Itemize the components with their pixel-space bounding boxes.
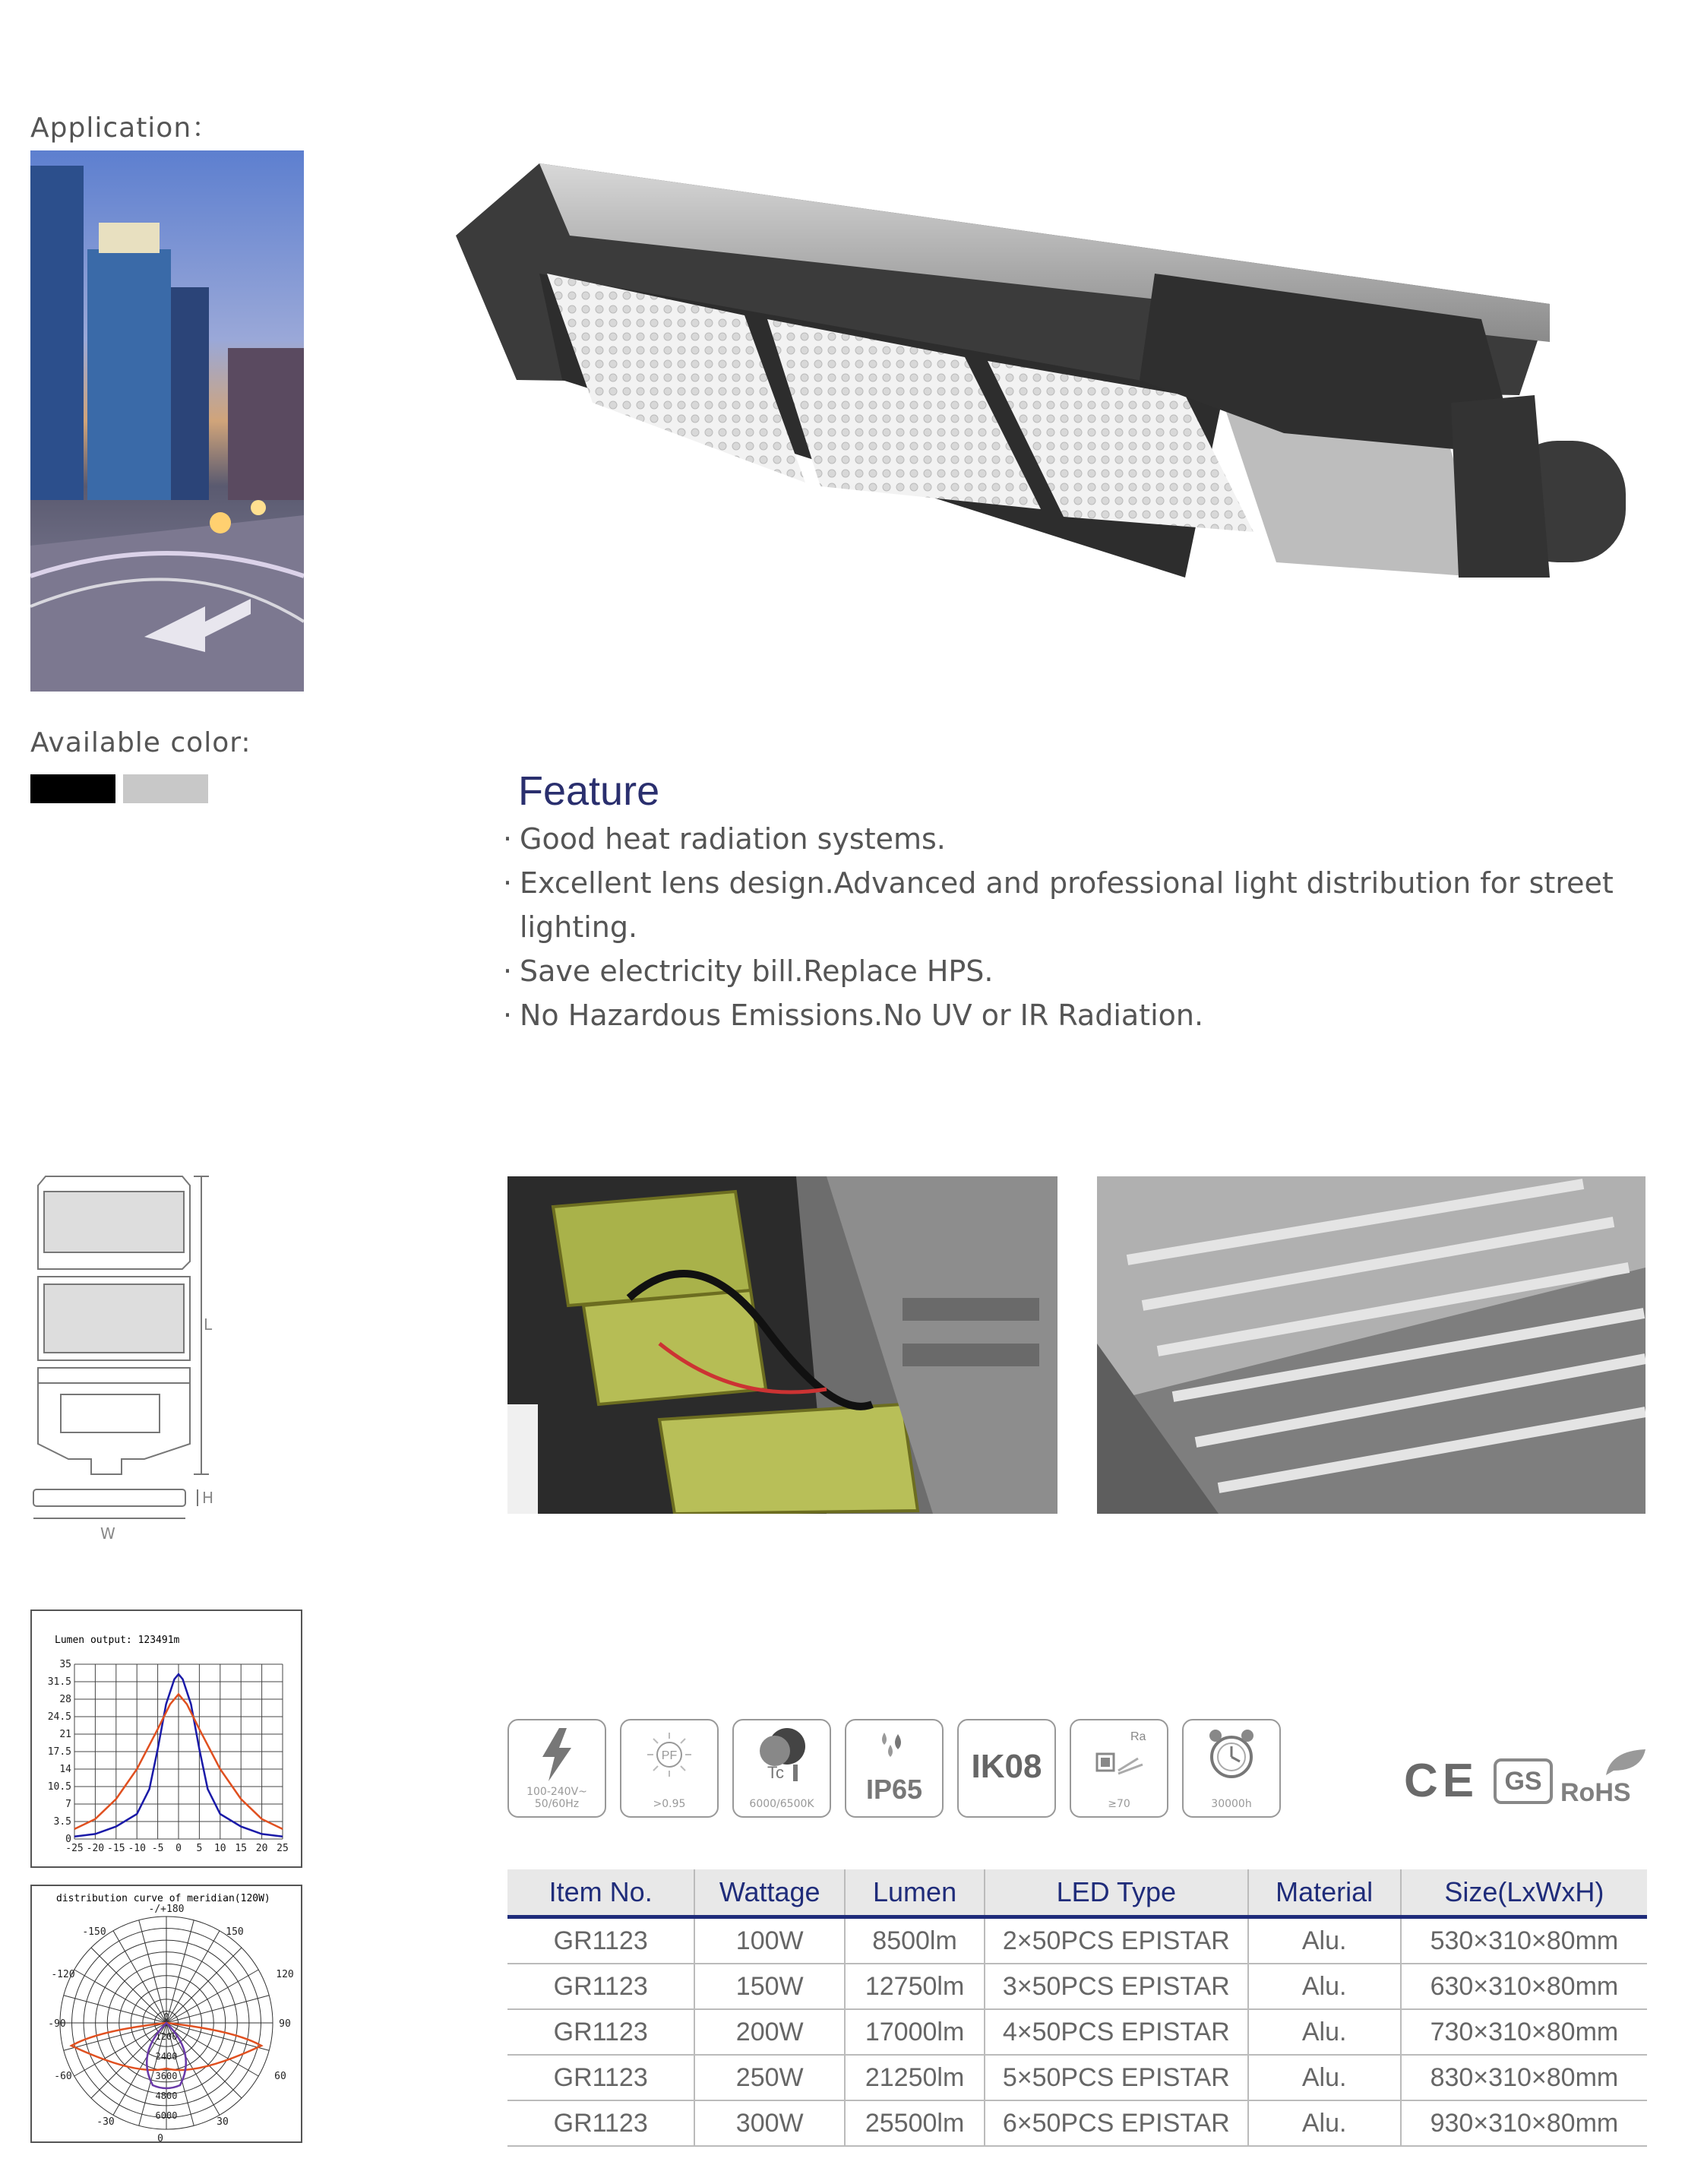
polar-spoke [166, 1996, 269, 2023]
polar-angle-label: -150 [82, 1926, 106, 1938]
color-swatch-black[interactable] [30, 774, 115, 803]
y-tick-label: 24.5 [47, 1711, 71, 1723]
cell-material: Alu. [1248, 2055, 1401, 2100]
dimension-drawing [30, 1170, 228, 1550]
cell-wattage: 150W [694, 1964, 845, 2009]
cell-item-no: GR1123 [507, 1964, 694, 2009]
cell-material: Alu. [1248, 2009, 1401, 2055]
x-tick-label: -10 [128, 1843, 146, 1854]
gs-mark [1494, 1758, 1553, 1804]
height-label: H [202, 1489, 214, 1507]
bullet: · [503, 822, 513, 856]
y-tick-label: 10.5 [47, 1781, 71, 1793]
y-tick-label: 21 [59, 1729, 71, 1740]
cell-led-type: 4×50PCS EPISTAR [985, 2009, 1247, 2055]
pf-icon [620, 1719, 719, 1818]
header-led-type: LED Type [985, 1869, 1247, 1917]
tc-text: Tc [767, 1763, 784, 1782]
spec-table [507, 1869, 1647, 2147]
x-tick-label: 25 [277, 1843, 289, 1854]
cell-size: 530×310×80mm [1401, 1917, 1647, 1964]
polar-radial-label: 6000 [155, 2110, 178, 2121]
polar-angle-label: -60 [54, 2071, 72, 2082]
header-size: Size(LxWxH) [1401, 1869, 1647, 1917]
pf-caption: >0.95 [653, 1798, 686, 1810]
lumen-chart-title: Lumen output: 123491m [55, 1635, 180, 1646]
x-tick-label: -15 [107, 1843, 125, 1854]
polar-spoke [166, 1920, 194, 2023]
polar-angle-label: 0 [157, 2133, 163, 2141]
gs-text: GS [1504, 1767, 1542, 1796]
feature-text: Save electricity bill.Replace HPS. [520, 954, 994, 988]
x-tick-label: 15 [235, 1843, 248, 1854]
polar-spoke [64, 1996, 166, 2023]
y-tick-label: 0 [65, 1834, 71, 1845]
y-tick-label: 28 [59, 1694, 71, 1705]
ra-caption: ≥70 [1108, 1798, 1130, 1810]
feature-text: Good heat radiation systems. [520, 822, 946, 856]
x-tick-label: -5 [151, 1843, 164, 1854]
polar-spoke [166, 1948, 242, 2023]
polar-radial-label: 3600 [155, 2071, 178, 2081]
lifetime-icon [1182, 1719, 1281, 1818]
cell-material: Alu. [1248, 1964, 1401, 2009]
cell-led-type: 3×50PCS EPISTAR [985, 1964, 1247, 2009]
cell-item-no: GR1123 [507, 1917, 694, 1964]
cell-size: 830×310×80mm [1401, 2055, 1647, 2100]
feature-text: No Hazardous Emissions.No UV or IR Radiation. [520, 999, 1204, 1032]
feature-item [503, 993, 1658, 1037]
header-item-no: Item No. [507, 1869, 694, 1917]
cell-led-type: 2×50PCS EPISTAR [985, 1917, 1247, 1964]
header-material: Material [1248, 1869, 1401, 1917]
feature-title: Feature [518, 768, 660, 814]
polar-angle-label: -30 [96, 2116, 115, 2128]
polar-radial-label: 1200 [155, 2031, 178, 2042]
polar-spoke [139, 1920, 166, 2023]
polar-angle-label: 60 [274, 2071, 286, 2082]
cell-wattage: 100W [694, 1917, 845, 1964]
ik08-icon [957, 1719, 1056, 1818]
cell-size: 930×310×80mm [1401, 2100, 1647, 2146]
table-row [507, 2100, 1647, 2146]
x-tick-label: -20 [86, 1843, 105, 1854]
ip65-text: IP65 [865, 1774, 923, 1805]
street-light-product-image [456, 152, 1656, 608]
cell-size: 630×310×80mm [1401, 1964, 1647, 2009]
voltage-icon [507, 1719, 606, 1818]
rohs-mark: RoHS [1560, 1778, 1631, 1807]
ik08-text: IK08 [971, 1748, 1042, 1785]
polar-chart-title: distribution curve of meridian(120W) [56, 1893, 270, 1904]
feature-text: Excellent lens design.Advanced and professional light distribution for street lighting. [520, 866, 1614, 944]
ip65-icon [845, 1719, 944, 1818]
cell-material: Alu. [1248, 1917, 1401, 1964]
lifetime-caption: 30000h [1211, 1798, 1252, 1810]
table-row [507, 1917, 1647, 1964]
feature-item [503, 861, 1658, 949]
cell-lumen: 25500lm [845, 2100, 985, 2146]
polar-radial-label: 2400 [155, 2051, 178, 2062]
polar-angle-label: -90 [48, 2018, 66, 2030]
header-lumen: Lumen [845, 1869, 985, 1917]
cell-item-no: GR1123 [507, 2100, 694, 2146]
cell-lumen: 8500lm [845, 1917, 985, 1964]
header-wattage: Wattage [694, 1869, 845, 1917]
x-tick-label: 20 [255, 1843, 268, 1854]
cell-wattage: 200W [694, 2009, 845, 2055]
available-color-label: Available color: [30, 727, 251, 758]
cell-material: Alu. [1248, 2100, 1401, 2146]
pf-text: PF [661, 1749, 678, 1762]
cell-lumen: 21250lm [845, 2055, 985, 2100]
feature-item [503, 949, 1658, 993]
cell-wattage: 300W [694, 2100, 845, 2146]
leaf-icon [1603, 1748, 1649, 1778]
tc-icon [732, 1719, 831, 1818]
polar-angle-label: -/+180 [148, 1904, 185, 1915]
polar-angle-label: -120 [51, 1969, 75, 1980]
width-label: W [100, 1524, 115, 1543]
y-tick-label: 17.5 [47, 1746, 71, 1758]
cell-item-no: GR1123 [507, 2009, 694, 2055]
x-tick-label: 5 [196, 1843, 203, 1854]
feature-list [503, 817, 1658, 1037]
bullet: · [503, 954, 513, 988]
y-tick-label: 3.5 [53, 1816, 71, 1828]
polar-spoke [91, 1948, 166, 2023]
polar-distribution-chart [30, 1885, 302, 2143]
polar-angle-label: 120 [276, 1969, 294, 1980]
polar-radial-label: 4800 [155, 2091, 178, 2101]
cell-led-type: 6×50PCS EPISTAR [985, 2100, 1247, 2146]
table-row [507, 2009, 1647, 2055]
polar-angle-label: 30 [217, 2116, 229, 2128]
application-label: Application： [30, 112, 220, 144]
color-swatch-silver[interactable] [123, 774, 208, 803]
y-tick-label: 14 [59, 1764, 71, 1775]
length-label: L [204, 1315, 213, 1334]
cell-item-no: GR1123 [507, 2055, 694, 2100]
application-photo [30, 150, 304, 692]
spec-table-header [507, 1869, 1647, 1917]
lumen-chart [30, 1610, 302, 1868]
tc-caption: 6000/6500K [749, 1798, 814, 1810]
y-tick-label: 31.5 [47, 1676, 71, 1688]
driver-interior-photo [507, 1176, 1057, 1514]
table-row [507, 2055, 1647, 2100]
cell-size: 730×310×80mm [1401, 2009, 1647, 2055]
spec-icons-row [507, 1719, 1298, 1818]
cell-wattage: 250W [694, 2055, 845, 2100]
x-tick-label: -25 [65, 1843, 84, 1854]
bullet: · [503, 866, 513, 900]
y-tick-label: 7 [65, 1799, 71, 1810]
x-tick-label: 0 [175, 1843, 182, 1854]
cell-lumen: 17000lm [845, 2009, 985, 2055]
y-tick-label: 35 [59, 1659, 71, 1670]
cell-lumen: 12750lm [845, 1964, 985, 2009]
voltage-caption: 100-240V~ 50/60Hz [526, 1786, 587, 1810]
bullet: · [503, 999, 513, 1032]
polar-angle-label: 150 [226, 1926, 244, 1938]
ra-text: Ra [1130, 1730, 1146, 1743]
polar-center-label: 0 [163, 2011, 169, 2022]
x-tick-label: 10 [213, 1843, 226, 1854]
heatsink-fins-photo [1097, 1176, 1645, 1514]
ra-icon [1070, 1719, 1168, 1818]
table-row [507, 1964, 1647, 2009]
polar-angle-label: 90 [279, 2018, 291, 2030]
cell-led-type: 5×50PCS EPISTAR [985, 2055, 1247, 2100]
feature-item [503, 817, 1658, 861]
ce-mark: CE [1404, 1755, 1479, 1807]
certifications [1404, 1748, 1655, 1809]
